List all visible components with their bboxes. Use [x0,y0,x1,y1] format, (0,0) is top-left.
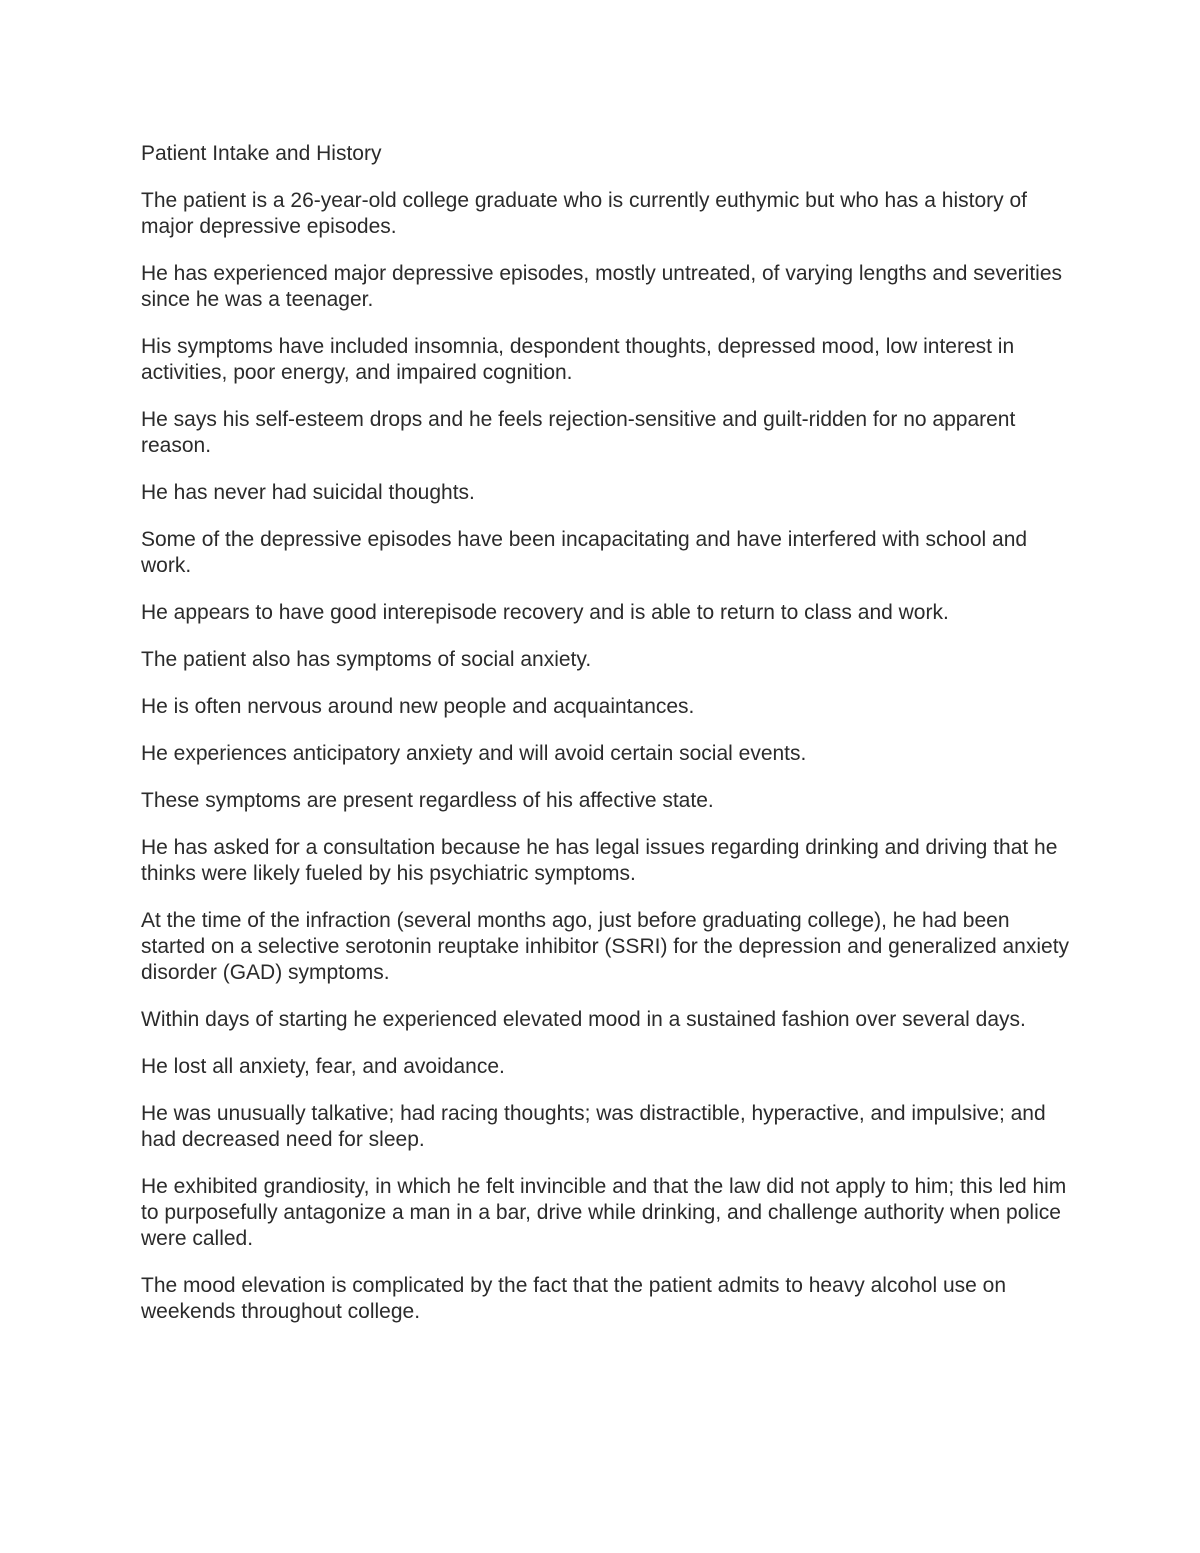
paragraph-alcohol-use: The mood elevation is complicated by the fact that the patient admits to heavy alcohol use on weekends throughout college. [141,1274,1007,1323]
document-body [141,140,1071,1346]
paragraph-consultation: He has asked for a consultation because he has legal issues regarding drinking and driving that he thinks were likely fueled by his psychiatric symptoms. [141,836,1058,885]
paragraph-symptoms: His symptoms have included insomnia, despondent thoughts, depressed mood, low interest in activities, poor energy, and impaired cognition. [141,335,1015,384]
document-title: Patient Intake and History [141,142,382,165]
paragraph-grandiosity: He exhibited grandiosity, in which he felt invincible and that the law did not apply to him; this led him to purposefully antagonize a man in a bar, drive while drinking, and challenge authority when police were called. [141,1175,1067,1250]
paragraph-suicidal-thoughts: He has never had suicidal thoughts. [141,481,475,504]
paragraph-lost-anxiety: He lost all anxiety, fear, and avoidance. [141,1055,505,1078]
paragraph-social-anxiety: The patient also has symptoms of social anxiety. [141,648,592,671]
paragraph-patient-overview: The patient is a 26-year-old college graduate who is currently euthymic but who has a history of major depressive episodes. [141,189,1027,238]
paragraph-elevated-mood: Within days of starting he experienced elevated mood in a sustained fashion over several days. [141,1008,1026,1031]
paragraph-affective-state: These symptoms are present regardless of his affective state. [141,789,714,812]
paragraph-infraction: At the time of the infraction (several months ago, just before graduating college), he had been started on a selective serotonin reuptake inhibitor (SSRI) for the depression and generalized anxiety disorder (GAD) symptoms. [141,909,1070,984]
paragraph-self-esteem: He says his self-esteem drops and he feels rejection-sensitive and guilt-ridden for no apparent reason. [141,408,1016,457]
paragraph-anticipatory-anxiety: He experiences anticipatory anxiety and will avoid certain social events. [141,742,807,765]
paragraph-recovery: He appears to have good interepisode recovery and is able to return to class and work. [141,601,949,624]
paragraph-nervous: He is often nervous around new people and acquaintances. [141,695,695,718]
paragraph-incapacitating: Some of the depressive episodes have been incapacitating and have interfered with school and work. [141,528,1028,577]
paragraph-episode-history: He has experienced major depressive episodes, mostly untreated, of varying lengths and severities since he was a teenager. [141,262,1062,311]
paragraph-talkative: He was unusually talkative; had racing thoughts; was distractible, hyperactive, and impulsive; and had decreased need for sleep. [141,1102,1046,1151]
